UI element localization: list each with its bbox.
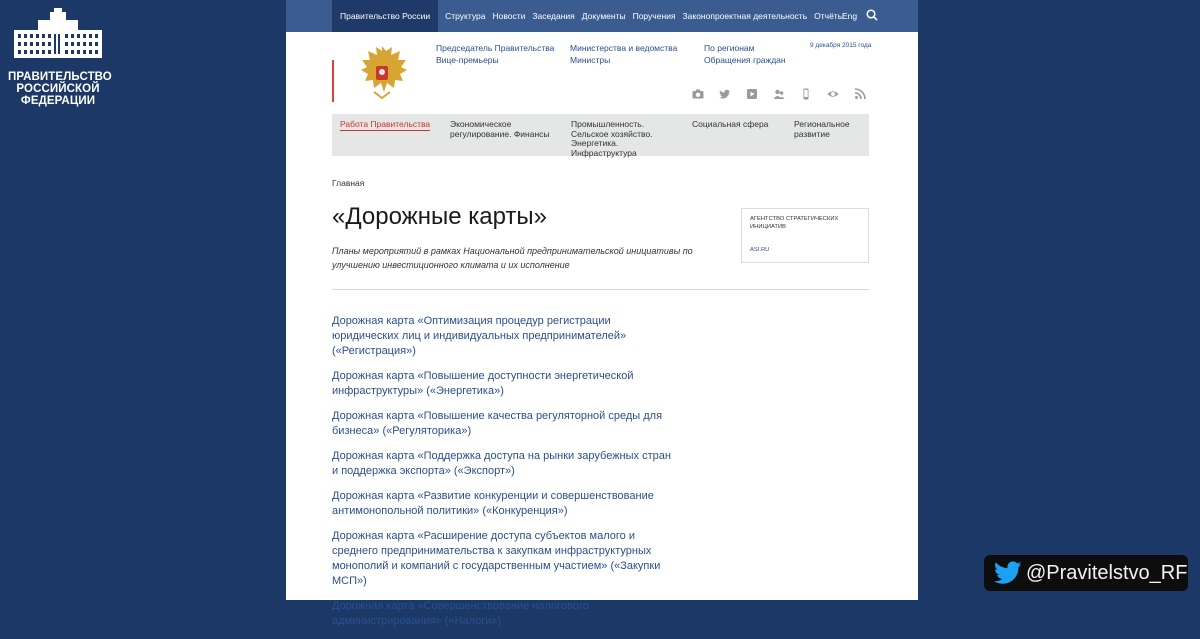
roadmap-link-export[interactable]: Дорожная карта «Поддержка доступа на рынки зарубежных стран и поддержка экспорта» («Экспорт») <box>332 450 671 477</box>
roadmap-link-regulation[interactable]: Дорожная карта «Повышение качества регуляторной среды для бизнеса» («Регуляторика») <box>332 410 663 437</box>
site-header <box>286 32 918 112</box>
social-icons <box>692 87 866 99</box>
nav-item-meetings[interactable]: Заседания <box>532 11 575 21</box>
community-icon[interactable] <box>773 87 785 99</box>
menu-item-industry[interactable]: Промышленность. Сельское хозяйство. Энергетика. Инфраструктура <box>571 119 653 158</box>
page-title: «Дорожные карты» <box>332 203 548 230</box>
coat-of-arms-icon[interactable] <box>354 42 410 102</box>
nav-item-news[interactable]: Новости <box>492 11 526 21</box>
roadmap-list <box>332 314 672 639</box>
link-ministers[interactable]: Министры <box>570 55 611 65</box>
search-icon[interactable] <box>866 9 878 21</box>
twitter-handle: @Pravitelstvo_RF <box>1026 561 1188 584</box>
asi-banner[interactable] <box>741 208 869 263</box>
link-chairman[interactable]: Председатель Правительства <box>436 43 555 53</box>
asi-link[interactable]: ASI.RU <box>750 247 770 253</box>
brand-name <box>8 71 112 107</box>
twitter-bird-icon <box>994 561 1022 585</box>
government-building-icon <box>10 12 106 60</box>
nav-home-link[interactable]: Правительство России <box>332 0 438 32</box>
link-citizen-appeals[interactable]: Обращения граждан <box>704 55 786 65</box>
nav-item-reports[interactable]: Отчёты <box>814 11 844 21</box>
brand-line: РОССИЙСКОЙ <box>16 83 100 95</box>
link-ministries-agencies[interactable]: Министерства и ведомства <box>570 43 678 53</box>
mobile-icon[interactable] <box>800 87 812 99</box>
menu-item-government-work[interactable]: Работа Правительства <box>340 119 431 129</box>
nav-item-instructions[interactable]: Поручения <box>632 11 676 21</box>
twitter-icon[interactable] <box>719 87 731 99</box>
current-date: 9 декабря 2015 года <box>810 42 872 49</box>
nav-item-structure[interactable]: Структура <box>445 11 486 21</box>
page-subtitle: Планы мероприятий в рамках Национальной предпринимательской инициативы по улучшению инвестиционного климата и их исполнение <box>332 246 693 270</box>
roadmap-link-procurement[interactable]: Дорожная карта «Расширение доступа субъектов малого и среднего предпринимательства к закупкам инфраструктурных монополий и компаний с государственным участием» («Закупки МСП») <box>332 530 661 587</box>
asi-name: АГЕНТСТВО СТРАТЕГИЧЕСКИХ ИНИЦИАТИВ <box>750 216 839 230</box>
camera-icon[interactable] <box>692 87 704 99</box>
brand-line: ПРАВИТЕЛЬСТВО <box>8 71 112 83</box>
government-logo[interactable] <box>8 12 112 107</box>
roadmap-link-energy[interactable]: Дорожная карта «Повышение доступности энергетической инфраструктуры» («Энергетика») <box>332 370 634 397</box>
brand-line: ФЕДЕРАЦИИ <box>20 95 96 107</box>
website-page <box>286 0 918 627</box>
breadcrumb[interactable]: Главная <box>332 178 365 188</box>
roadmap-link-competition[interactable]: Дорожная карта «Развитие конкуренции и совершенствование антимонопольной политики» («Конкуренция») <box>332 490 654 517</box>
menu-item-social[interactable]: Социальная сфера <box>692 119 769 129</box>
youtube-icon[interactable] <box>746 87 758 99</box>
link-vice-premiers[interactable]: Вице-премьеры <box>436 55 499 65</box>
twitter-handle-badge <box>984 555 1188 591</box>
divider <box>332 289 869 290</box>
accent-line <box>332 60 334 102</box>
nav-item-documents[interactable]: Документы <box>581 11 626 21</box>
nav-item-legislative[interactable]: Законопроектная деятельность <box>682 11 808 21</box>
eye-icon[interactable] <box>827 87 839 99</box>
roadmap-link-registration[interactable]: Дорожная карта «Оптимизация процедур регистрации юридических лиц и индивидуальных предпринимателей» («Регистрация») <box>332 315 627 357</box>
top-navigation <box>286 0 918 32</box>
section-menu <box>332 114 869 156</box>
rss-icon[interactable] <box>854 87 866 99</box>
link-regions[interactable]: По регионам <box>704 43 755 53</box>
roadmap-link-taxes[interactable]: Дорожная карта «Совершенствование налогового администрирования» («Налоги») <box>332 600 589 627</box>
menu-item-economy[interactable]: Экономическое регулирование. Финансы <box>450 119 550 139</box>
language-switch[interactable]: Eng <box>842 11 858 21</box>
menu-item-regional[interactable]: Региональное развитие <box>794 119 850 139</box>
